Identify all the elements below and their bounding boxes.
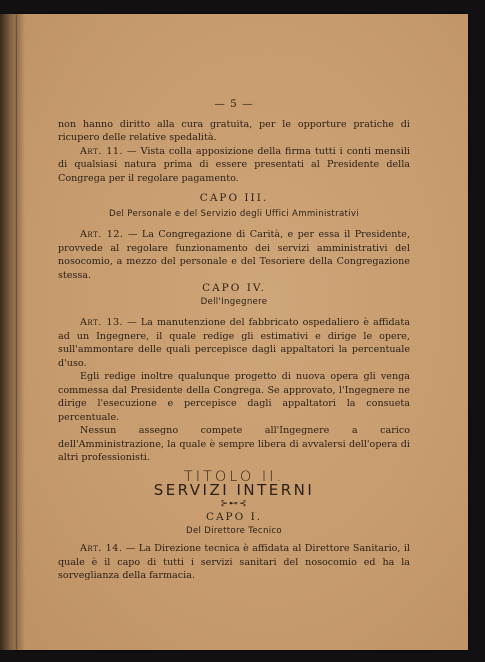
chapter-subheading: Del Personale e del Servizio degli Uffici Amministrativi bbox=[109, 208, 359, 219]
binding-shadow bbox=[17, 14, 25, 650]
paragraph: Egli redige inoltre qualunque progetto di nuova opera gli venga commessa dal Presidente della Congrega. Se approvato, l'Ingegnere ne dirige l'esecuzione e percepisce dagli appaltatori la consueta percentuale. bbox=[58, 371, 410, 423]
article-label: Art. 13. bbox=[80, 317, 124, 328]
article-label: Art. 14. bbox=[80, 543, 123, 554]
article-12 bbox=[58, 228, 410, 282]
title-heading: TITOLO II. bbox=[183, 468, 285, 485]
paragraph: Nessun assegno compete all'Ingegnere a carico dell'Amministrazione, la quale è sempre libera di avvalersi dell'opera di altri professionisti. bbox=[58, 425, 410, 463]
article-label: Art. 12. bbox=[80, 229, 124, 240]
article-11 bbox=[58, 145, 410, 186]
chapter-subheading: Del Direttore Tecnico bbox=[186, 525, 282, 536]
article-text: — Vista colla apposizione della firma tutti i conti mensili di qualsiasi natura prima di essere presentati al Presidente della Congrega per il regolare pagamento. bbox=[58, 145, 411, 184]
article-text: — La Direzione tecnica è affidata al Direttore Sanitario, il quale è il capo di tutti i servizi sanitari del nosocomio ed ha la sorveglianza della farmacia. bbox=[58, 543, 410, 581]
article-text: — La Congregazione di Carità, e per essa il Presidente, provvede al regolare funzionamento dei servizi amministrativi del nosocomio, a mezzo del personale e del Tesoriere della Congregazione stessa. bbox=[58, 229, 410, 281]
ornament-divider: ⊱⊷⊰ bbox=[220, 498, 248, 509]
previous-page-edge bbox=[0, 14, 17, 650]
chapter-heading: CAPO I. bbox=[205, 511, 263, 523]
chapter-heading: CAPO III. bbox=[199, 192, 269, 204]
article-label: Art. 11. bbox=[80, 145, 124, 157]
article-13 bbox=[58, 316, 410, 370]
page-number: — 5 — bbox=[214, 98, 254, 110]
chapter-heading: CAPO IV. bbox=[202, 282, 266, 294]
page-text bbox=[58, 98, 410, 583]
paragraph-continuation: non hanno diritto alla cura gratuita, per le opporture pratiche di ricupero delle relative spedalità. bbox=[58, 118, 410, 143]
article-14 bbox=[58, 542, 410, 583]
section-heading: SERVIZI INTERNI bbox=[153, 481, 315, 499]
article-text: — La manutenzione del fabbricato ospedaliero è affidata ad un Ingegnere, il quale redige gli estimativi e dirige le opere, sull'ammontare delle quali percepisce dagli appaltatori la percentuale d'uso. bbox=[58, 317, 410, 369]
chapter-subheading: Dell'Ingegnere bbox=[200, 296, 268, 307]
